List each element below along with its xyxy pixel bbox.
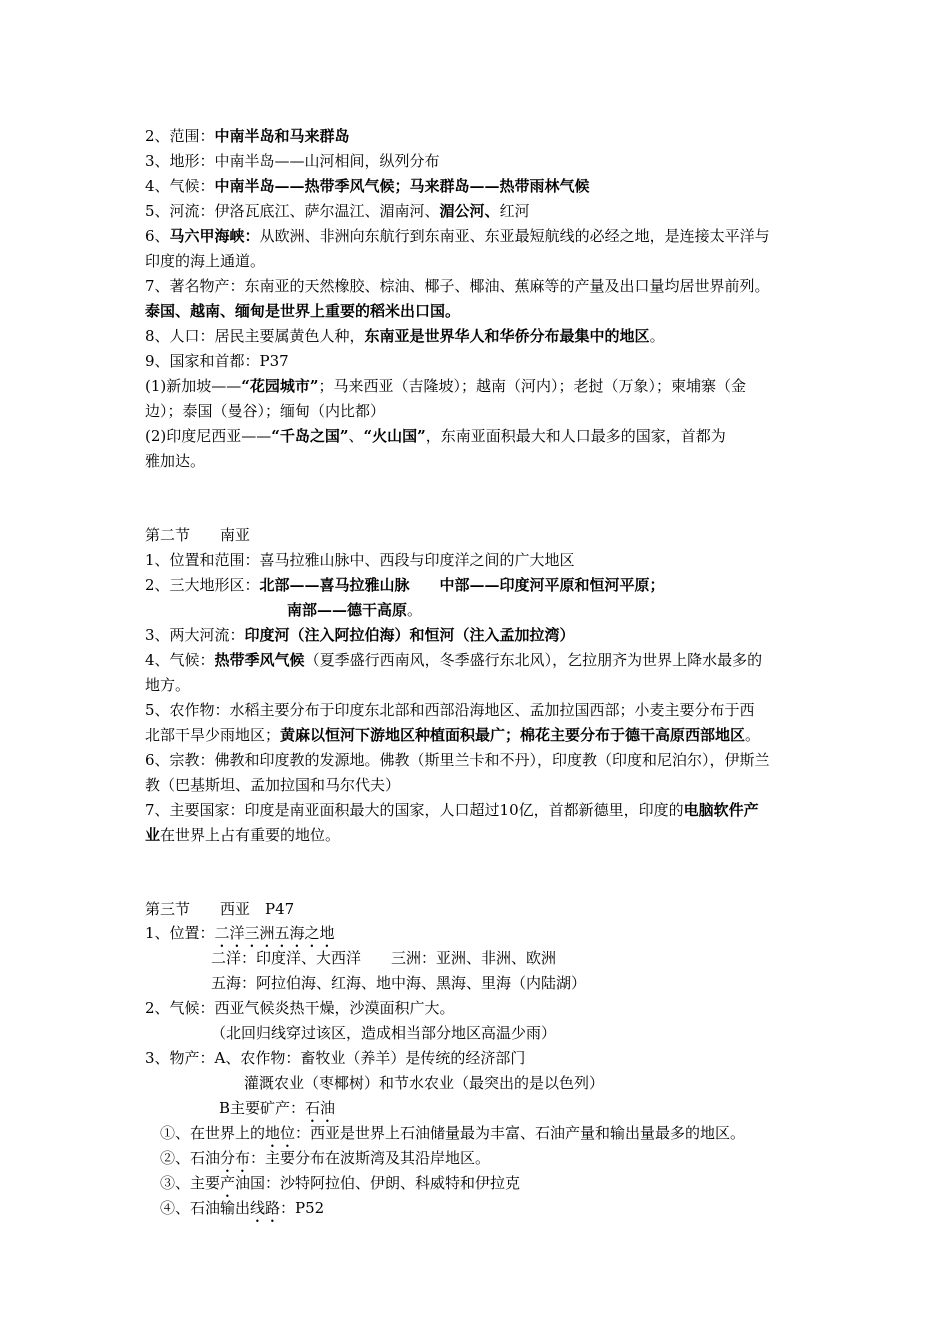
sec2-line-7: 7、主要国家：印度是南亚面积最大的国家，人口超过10亿，首都新德里，印度的电脑软件产 [145, 801, 759, 819]
sec1-line-5: 5、河流：伊洛瓦底江、萨尔温江、湄南河、湄公河、红河 [145, 202, 530, 220]
sec3-point-2: ②、石油分布：主要分布在波斯湾及其沿岸地区。 [160, 1149, 491, 1167]
sec2-line-4-cont: 地方。 [145, 676, 191, 694]
sec2-line-6: 6、宗教：佛教和印度教的发源地。佛教（斯里兰卡和不丹），印度教（印度和尼泊尔），伊斯兰 [145, 751, 770, 769]
sec3-line-2: 2、气候：西亚气候炎热干燥，沙漠面积广大。 [145, 999, 455, 1017]
sec1-line-8: 8、人口：居民主要属黄色人种，东南亚是世界华人和华侨分布最集中的地区。 [145, 327, 665, 345]
sec1-line-10-cont: 边）；泰国（曼谷）；缅甸（内比都） [145, 402, 386, 420]
sec1-line-11-cont: 雅加达。 [145, 452, 206, 470]
sec3-line-1a: 二洋：印度洋、大西洋 三洲：亚洲、非洲、欧洲 [211, 949, 557, 967]
sec1-line-7: 7、著名物产：东南亚的天然橡胶、棕油、椰子、椰油、蕉麻等的产量及出口量均居世界前列。 [145, 277, 770, 295]
sec2-line-5: 5、农作物：水稻主要分布于印度东北部和西部沿海地区、孟加拉国西部；小麦主要分布于西 [145, 701, 755, 719]
sec3-point-1: ①、在世界上的地位：西亚是世界上石油储量最为丰富、石油产量和输出量最多的地区。 [160, 1124, 746, 1142]
sec3-line-3a: 灌溉农业（枣椰树）和节水农业（最突出的是以色列） [244, 1074, 605, 1092]
sec1-line-7-cont: 泰国、越南、缅甸是世界上重要的稻米出口国。 [145, 302, 461, 320]
sec3-line-1b: 五海：阿拉伯海、红海、地中海、黑海、里海（内陆湖） [211, 974, 587, 992]
sec3-line-1: 1、位置：二洋三洲五海之地 [145, 924, 335, 942]
sec3-title: 第三节 西亚 P47 [145, 900, 295, 918]
sec3-line-3: 3、物产：A、农作物：畜牧业（养羊）是传统的经济部门 [145, 1049, 526, 1067]
sec1-line-10: (1)新加坡——“花园城市”；马来西亚（吉隆坡）；越南（河内）；老挝（万象）；柬埔寨（金 [145, 377, 747, 395]
sec1-line-2: 2、范围：中南半岛和马来群岛 [145, 127, 350, 145]
sec3-line-3b: B主要矿产：石油 [219, 1099, 336, 1117]
sec2-line-7-cont: 业在世界上占有重要的地位。 [145, 826, 341, 844]
sec2-line-2: 2、三大地形区：北部——喜马拉雅山脉 中部——印度河平原和恒河平原； [145, 576, 665, 594]
sec2-line-1: 1、位置和范围：喜马拉雅山脉中、西段与印度洋之间的广大地区 [145, 551, 575, 569]
sec2-line-4: 4、气候：热带季风气候（夏季盛行西南风，冬季盛行东北风），乞拉朋齐为世界上降水最多的 [145, 651, 763, 669]
sec2-line-2-cont: 南部——德干高原。 [287, 601, 423, 619]
sec2-line-3: 3、两大河流：印度河（注入阿拉伯海）和恒河（注入孟加拉湾） [145, 626, 575, 644]
sec1-line-11: (2)印度尼西亚——“千岛之国”、“火山国”，东南亚面积最大和人口最多的国家，首都为 [145, 427, 726, 445]
sec1-line-6: 6、马六甲海峡：从欧洲、非洲向东航行到东南亚、东亚最短航线的必经之地，是连接太平洋与 [145, 227, 770, 245]
sec2-line-5-cont: 北部干旱少雨地区；黄麻以恒河下游地区种植面积最广；棉花主要分布于德干高原西部地区。 [145, 726, 761, 744]
sec3-point-4: ④、石油输出线路：P52 [160, 1199, 325, 1217]
sec3-line-2a: （北回归线穿过该区，造成相当部分地区高温少雨） [211, 1024, 557, 1042]
sec1-line-9: 9、国家和首都：P37 [145, 352, 289, 370]
sec1-line-4: 4、气候：中南半岛——热带季风气候；马来群岛——热带雨林气候 [145, 177, 590, 195]
sec3-point-3: ③、主要产油国：沙特阿拉伯、伊朗、科威特和伊拉克 [160, 1174, 521, 1192]
sec1-line-3: 3、地形：中南半岛——山河相间，纵列分布 [145, 152, 440, 170]
sec2-line-6-cont: 教（巴基斯坦、孟加拉国和马尔代夫） [145, 776, 401, 794]
sec1-line-6-cont: 印度的海上通道。 [145, 252, 266, 270]
sec2-title: 第二节 南亚 [145, 526, 251, 544]
